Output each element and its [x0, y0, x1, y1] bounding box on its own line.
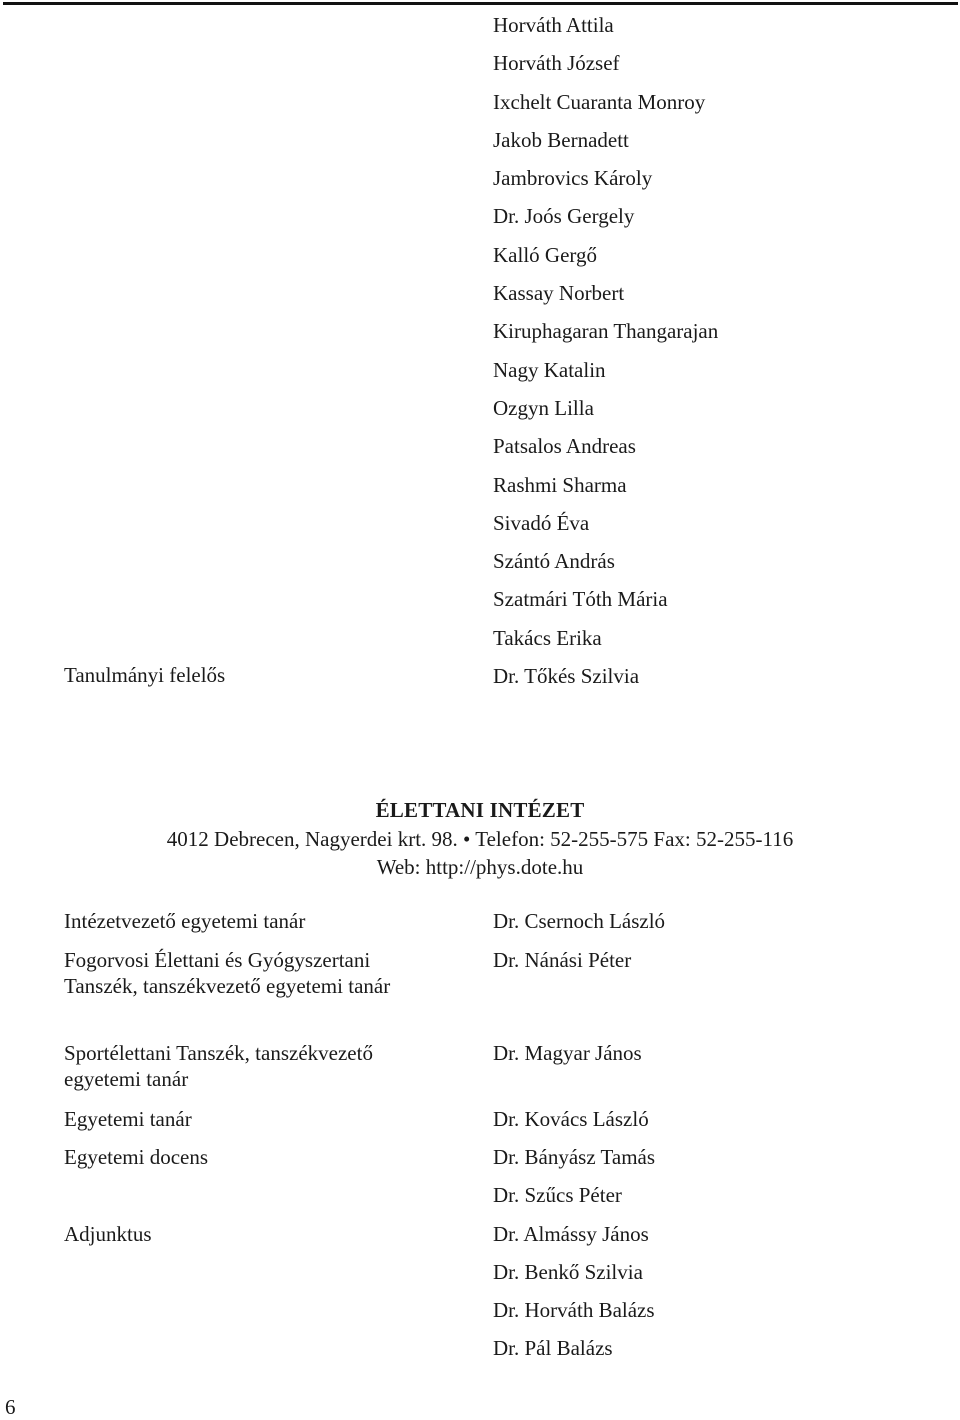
staff-role-label: Egyetemi tanár: [64, 1107, 192, 1131]
list-item: Dr. Tőkés Szilvia: [493, 664, 640, 689]
list-item: Sivadó Éva: [493, 510, 590, 535]
staff-person: Dr. Benkő Szilvia: [493, 1260, 643, 1284]
list-item: Szántó András: [493, 549, 615, 574]
list-item: Patsalos Andreas: [493, 434, 636, 459]
staff-person: Dr. Nánási Péter: [493, 948, 632, 972]
list-item: Kassay Norbert: [493, 281, 625, 306]
list-item: Ozgyn Lilla: [493, 395, 594, 420]
list-item: Dr. Joós Gergely: [493, 204, 635, 229]
staff-person: Dr. Almássy János: [493, 1222, 649, 1246]
staff-person: Dr. Bányász Tamás: [493, 1145, 656, 1169]
list-item: Rashmi Sharma: [493, 472, 627, 497]
list-item: Kalló Gergő: [493, 242, 598, 267]
page-number: 6: [5, 1395, 16, 1419]
top-rule: [3, 2, 958, 5]
institute-address: 4012 Debrecen, Nagyerdei krt. 98. • Telefon: 52-255-575 Fax: 52-255-116: [166, 827, 794, 851]
list-item: Jambrovics Károly: [493, 166, 653, 191]
list-item: Horváth Attila: [493, 13, 614, 37]
list-item: Jakob Bernadett: [493, 127, 629, 152]
list-item: Nagy Katalin: [493, 357, 606, 382]
list-item: Horváth József: [493, 51, 620, 76]
staff-person: Dr. Kovács László: [493, 1107, 649, 1131]
staff-person: Dr. Pál Balázs: [493, 1336, 613, 1360]
list-item: Ixchelt Cuaranta Monroy: [493, 89, 706, 114]
list-item: Takács Erika: [493, 625, 602, 650]
study-officer-role-label: Tanulmányi felelős: [64, 663, 226, 687]
staff-role-label: Egyetemi docens: [64, 1145, 209, 1169]
staff-role-label: Intézetvezető egyetemi tanár: [64, 909, 306, 933]
staff-role-label: Adjunktus: [64, 1222, 152, 1246]
institute-web: Web: http://phys.dote.hu: [376, 855, 584, 879]
staff-name-list: [493, 6, 718, 695]
institute-title: ÉLETTANI INTÉZET: [375, 798, 585, 822]
staff-person: Dr. Magyar János: [493, 1041, 642, 1065]
staff-role-label: Sportélettani Tanszék, tanszékvezető egyetemi tanár: [64, 1041, 373, 1091]
staff-person: Dr. Szűcs Péter: [493, 1183, 622, 1207]
staff-person: Dr. Csernoch László: [493, 909, 666, 933]
institute-header: [0, 795, 960, 881]
staff-role-label: Fogorvosi Élettani és Gyógyszertani Tanszék, tanszékvezető egyetemi tanár: [64, 948, 391, 998]
staff-person: Dr. Horváth Balázs: [493, 1298, 655, 1322]
list-item: Szatmári Tóth Mária: [493, 587, 668, 612]
list-item: Kiruphagaran Thangarajan: [493, 319, 719, 344]
